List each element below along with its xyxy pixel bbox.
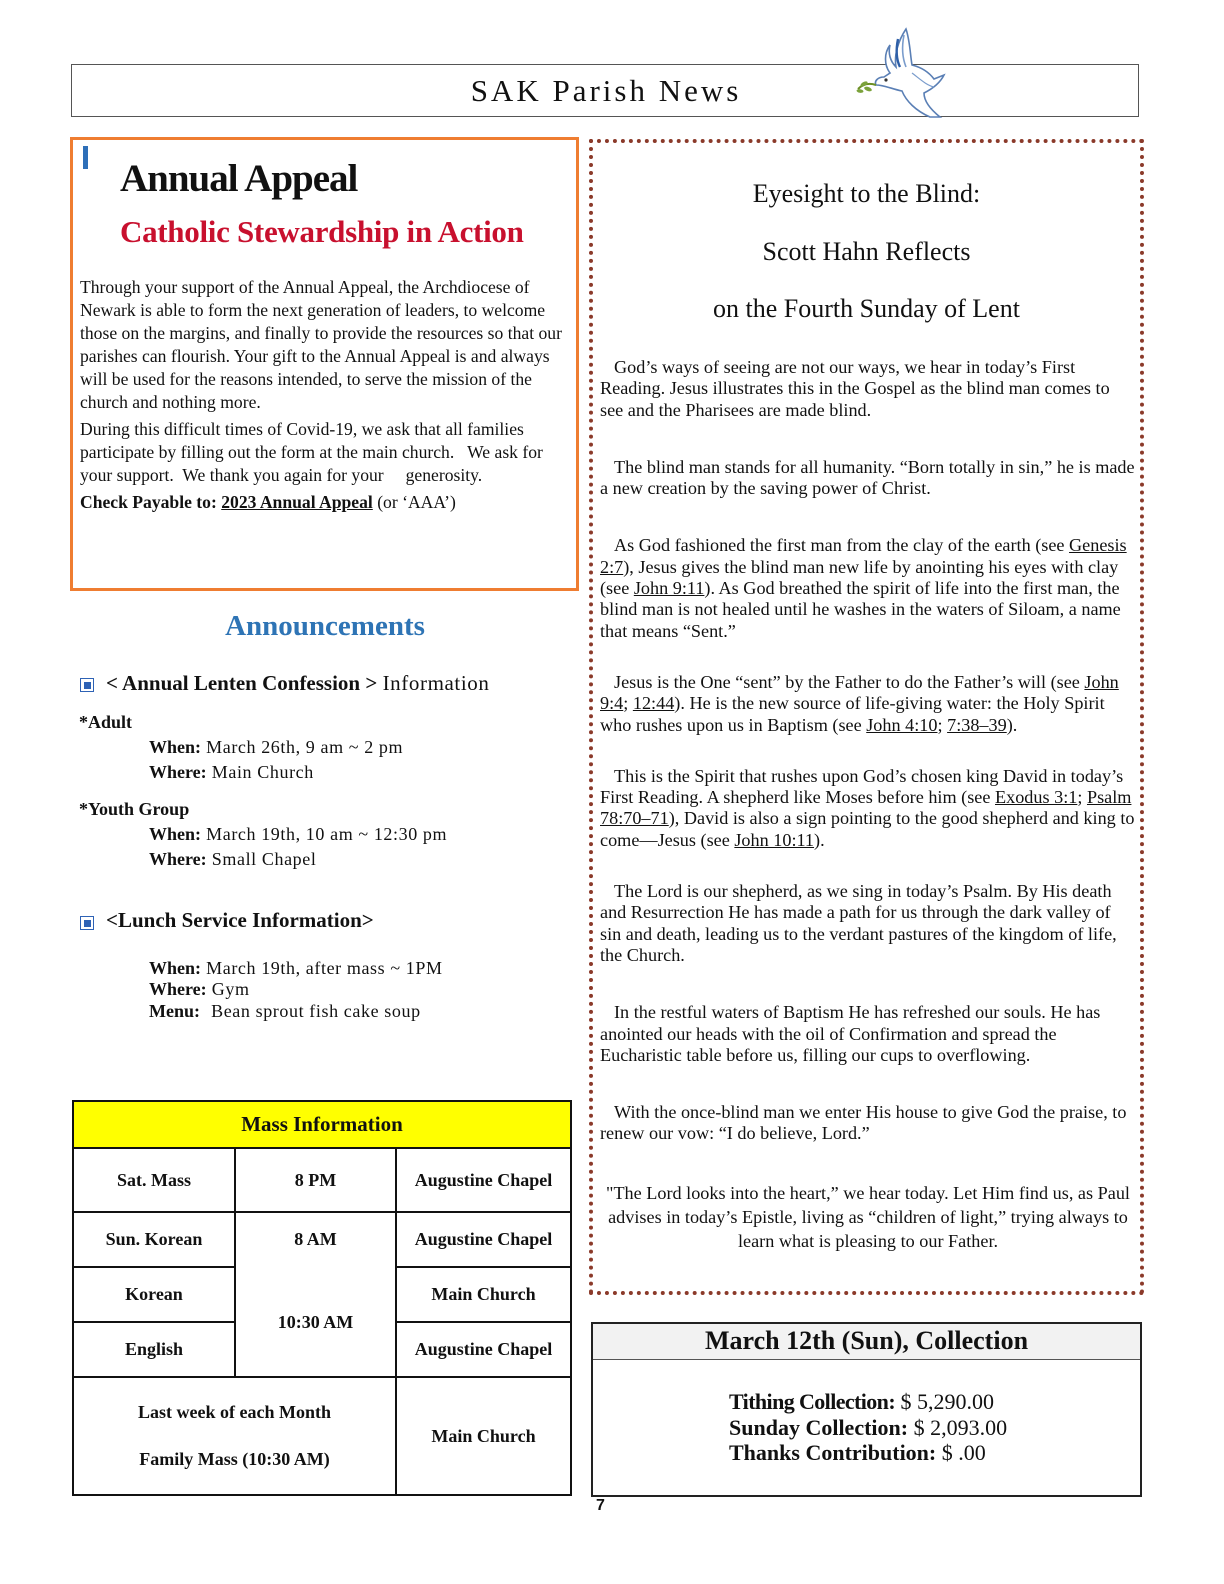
mass-row-place: Main Church (431, 1284, 536, 1304)
scripture-link[interactable]: Exodus 3:1 (995, 787, 1078, 808)
mass-table-header: Mass Information (74, 1102, 570, 1149)
scripture-link[interactable]: 7:38–39 (947, 714, 1007, 735)
newsletter-header (71, 64, 1139, 117)
collection-box (591, 1322, 1142, 1497)
mass-row-name: Korean (125, 1284, 183, 1304)
reflection-paragraph: God’s ways of seeing are not our ways, we hear in today’s First Reading. Jesus illustrates this in the Gospel as the blind man comes to see and the Pharisees are made blind. (600, 357, 1110, 420)
family-mass-place: Main Church (431, 1425, 536, 1446)
family-mass-cell (74, 1378, 395, 1494)
where-label: Where: (149, 849, 207, 869)
where-value: Small Chapel (211, 849, 317, 869)
scripture-link[interactable]: Genesis 2:7 (600, 535, 1127, 577)
thanks-value: $ .00 (941, 1440, 986, 1465)
check-note: (or ‘AAA’) (377, 492, 456, 512)
reflection-paragraph: In the restful waters of Baptism He has refreshed our souls. He has anointed our heads with the oil of Confirmation and spread the Eucharistic table before us, filling our cups to overflowing. (600, 1002, 1101, 1065)
where-value: Main Church (211, 762, 314, 782)
mass-information-table (72, 1100, 572, 1496)
menu-label: Menu: (149, 1001, 200, 1021)
page-number: 7 (596, 1497, 605, 1514)
checkbox-icon (80, 916, 94, 930)
reflection-title: on the Fourth Sunday of Lent (713, 294, 1020, 323)
reflection-paragraph: The Lord is our shepherd, as we sing in today’s Psalm. By His death and Resurrection He has made a path for us through the dark valley of sin and death, leading us to the verdant pastures of the kingdom of life, the Church. (600, 881, 1117, 965)
annual-appeal-box (70, 137, 579, 591)
when-label: When: (149, 737, 202, 757)
confession-heading-bold: < Annual Lenten Confession > (106, 671, 378, 695)
reflection-paragraph: With the once-blind man we enter His house to give God the praise, to renew our vow: “I do believe, Lord.” (600, 1102, 1127, 1144)
appeal-subtitle: Catholic Stewardship in Action (120, 214, 524, 249)
tithing-line (729, 1389, 994, 1415)
mass-row-name: Sat. Mass (116, 1169, 191, 1190)
when-value: March 19th, 10 am ~ 12:30 pm (206, 824, 448, 844)
sunday-value: $ 2,093.00 (913, 1415, 1008, 1440)
youth-where (149, 849, 316, 870)
appeal-paragraph: During this difficult times of Covid-19, we ask that all families participate by filling out the form at the main church. We ask for your support. We thank you again for your generosity. (80, 419, 548, 485)
mass-row-time: 10:30 AM (277, 1311, 354, 1332)
checkbox-icon (80, 678, 94, 692)
thanks-line (729, 1440, 986, 1466)
lunch-heading: <Lunch Service Information> (106, 908, 374, 932)
appeal-paragraph: Through your support of the Annual Appeal, the Archdiocese of Newark is able to form the next generation of leaders, to welcome those on the margins, and finally to provide the resources so that our parishes can flourish. Your gift to the Annual Appeal is and always will be used for the reasons intended, to serve the mission of the church and nothing more. (80, 277, 562, 412)
where-label: Where: (149, 762, 207, 782)
scripture-link[interactable]: John 9:4 (600, 671, 1119, 714)
check-label: Check Payable to: (80, 492, 217, 512)
family-mass-line: Family Mass (10:30 AM) (139, 1449, 330, 1469)
appeal-accent-bar (83, 146, 88, 169)
adult-when (149, 737, 403, 758)
scripture-link[interactable]: John 4:10 (866, 714, 938, 735)
mass-row-name: Sun. Korean (105, 1229, 203, 1249)
appeal-body (80, 276, 572, 518)
confession-heading (106, 671, 490, 696)
reflection-title: Eyesight to the Blind: (752, 179, 981, 208)
scripture-link[interactable]: John 9:11 (633, 578, 705, 599)
newsletter-title: SAK Parish News (470, 73, 742, 108)
confession-heading-plain: Information (382, 671, 490, 695)
adult-label: *Adult (79, 712, 133, 732)
family-mass-line: Last week of each Month (138, 1402, 331, 1422)
scripture-link[interactable]: John 10:11 (734, 829, 815, 850)
mass-row-time: 8 AM (294, 1229, 337, 1249)
youth-when (149, 824, 447, 845)
when-value: March 26th, 9 am ~ 2 pm (206, 737, 404, 757)
when-value: March 19th, after mass ~ 1PM (206, 958, 443, 978)
scripture-link[interactable]: Psalm 78:70–71 (600, 787, 1132, 829)
mass-row-time: 8 PM (294, 1169, 337, 1190)
tithing-label: Tithing Collection: (729, 1389, 896, 1414)
reflection-title: Scott Hahn Reflects (762, 237, 971, 266)
where-label: Where: (149, 979, 207, 999)
reflection-paragraph: As God fashioned the first man from the clay of the earth (see Genesis 2:7), Jesus gives the blind man new life by anointing his eyes with clay (see John 9:11). As God breathed the spirit of life into the first man, the blind man is not healed until he washes in the waters of Siloam, a name that means “Sent.” (600, 535, 1127, 641)
reflection-box (589, 139, 1144, 1295)
appeal-title: Annual Appeal (120, 157, 358, 200)
reflection-closing: "The Lord looks into the heart,” we hear today. Let Him find us, as Paul advises in today’s Epistle, living as “children of light,” trying always to learn what is pleasing to our Father. (606, 1182, 1130, 1251)
reflection-paragraph: Jesus is the One “sent” by the Father to do the Father’s will (see John 9:4; 12:44). He is the new source of life-giving water: the Holy Spirit who rushes upon us in Baptism (see John 4:10; 7:38–39). (600, 671, 1119, 735)
mass-row-name: English (124, 1339, 184, 1359)
adult-where (149, 762, 314, 783)
youth-label: *Youth Group (79, 799, 190, 819)
lunch-where (149, 979, 250, 1000)
where-value: Gym (211, 979, 250, 999)
tithing-value: $ 5,290.00 (900, 1389, 995, 1414)
reflection-paragraph: This is the Spirit that rushes upon God’s chosen king David in today’s First Reading. A shepherd like Moses before him (see Exodus 3:1; Psalm 78:70–71), David is also a sign pointing to the good shepherd and king to come—Jesus (see John 10:11). (600, 765, 1135, 850)
mass-row-place: Augustine Chapel (414, 1339, 553, 1359)
menu-value: Bean sprout fish cake soup (211, 1001, 421, 1021)
announcements-title: Announcements (225, 610, 425, 642)
appeal-check-line (80, 491, 572, 514)
reflection-paragraph: The blind man stands for all humanity. “Born totally in sin,” he is made a new creation by the saving power of Christ. (600, 456, 1135, 499)
mass-row-place: Augustine Chapel (414, 1229, 553, 1249)
when-label: When: (149, 824, 202, 844)
dove-icon (854, 27, 949, 119)
mass-row-place: Augustine Chapel (414, 1169, 553, 1190)
scripture-link[interactable]: 12:44 (632, 693, 675, 714)
check-payee: 2023 Annual Appeal (221, 492, 373, 512)
collection-heading: March 12th (Sun), Collection (593, 1324, 1140, 1360)
lunch-menu (149, 1001, 421, 1022)
lunch-when (149, 958, 443, 979)
thanks-label: Thanks Contribution: (729, 1440, 937, 1465)
sunday-label: Sunday Collection: (729, 1415, 909, 1440)
when-label: When: (149, 958, 202, 978)
sunday-line (729, 1415, 1007, 1441)
reflection-body (600, 357, 1136, 1253)
